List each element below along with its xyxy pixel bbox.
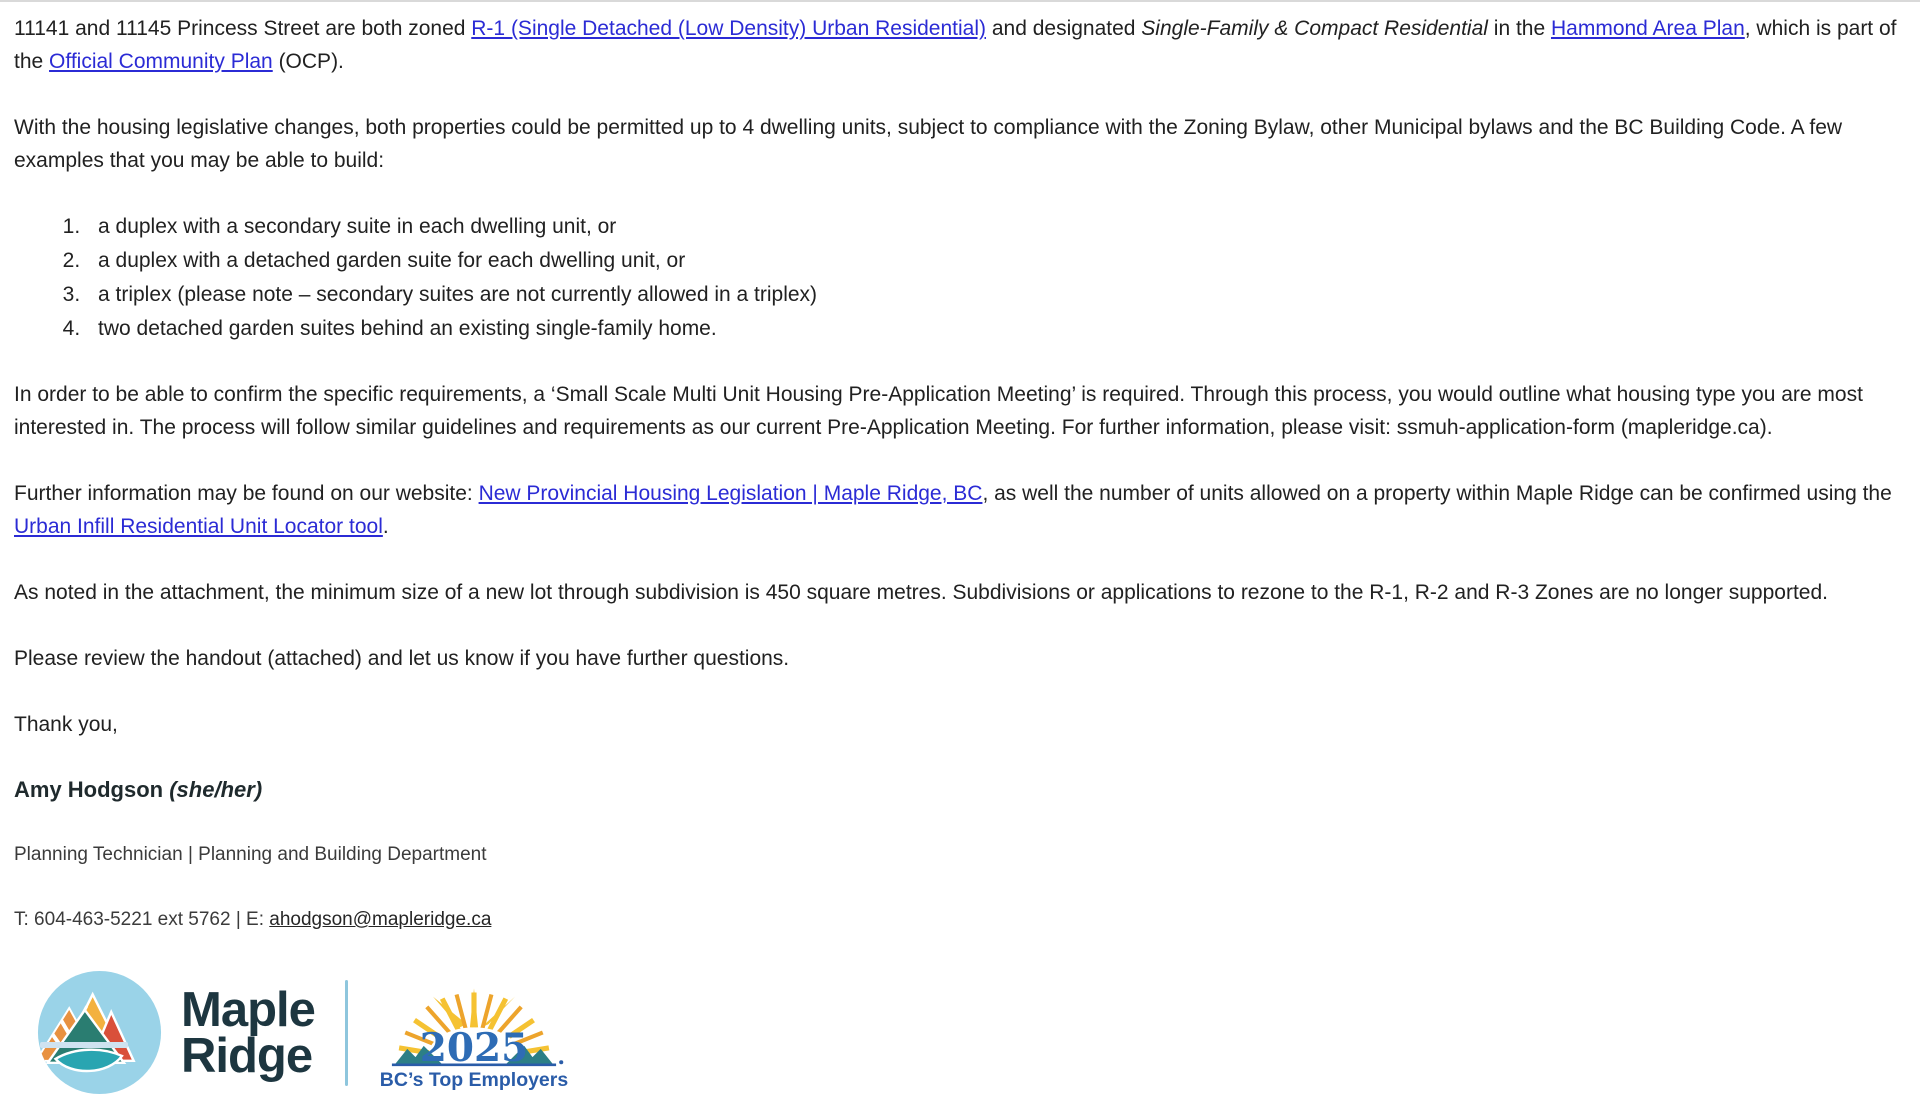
paragraph-review-handout: Please review the handout (attached) and let us know if you have further questions. <box>14 647 790 670</box>
zoning-text-mid3: , which is part of the <box>14 17 1897 73</box>
list-item-duplex-secondary-suite: 1. a duplex with a secondary suite in each dwelling unit, or <box>86 210 1904 243</box>
list-item-triplex: 3. a triplex (please note – secondary suites are not currently allowed in a triplex) <box>86 278 1904 311</box>
further-info-post: . <box>382 515 389 538</box>
paragraph-pre-application: In order to be able to confirm the specific requirements, a ‘Small Scale Multi Unit Housing Pre-Application Meeting’ is required. Through this process, you would outline what housing type you are most interested in. The process will follow similar guidelines and requirements as our current Pre-Application Meeting. For further information, please visit: ssmuh-application-form (mapleridge.ca). <box>14 383 1863 439</box>
signature-thanks: Thank you, <box>14 713 118 736</box>
top-employers-badge <box>376 974 572 1092</box>
signature-name: Amy Hodgson <box>14 777 170 802</box>
signature-contact <box>14 904 1904 936</box>
paragraph-subdivision: As noted in the attachment, the minimum size of a new lot through subdivision is 450 square metres. Subdivisions or applications to rezone to the R-1, R-2 and R-3 Zones are no longer supported. <box>14 581 1828 604</box>
further-info-mid: , as well the number of units allowed on a property within Maple Ridge can be confirmed using the <box>982 482 1892 505</box>
signature-title: Planning Technician | Planning and Building Department <box>14 844 487 865</box>
examples-list <box>14 210 1904 345</box>
link-urban-infill-unit-locator[interactable]: Urban Infill Residential Unit Locator tool <box>14 515 383 538</box>
logo-wordmark-line2: Ridge <box>181 1028 313 1083</box>
badge-text: BC’s Top Employers <box>379 1068 569 1091</box>
link-hammond-area-plan[interactable]: Hammond Area Plan <box>1550 17 1745 40</box>
logo-wordmark-line1: Maple <box>181 982 315 1037</box>
signature-pronouns: (she/her) <box>169 777 263 802</box>
link-official-community-plan[interactable]: Official Community Plan <box>49 50 273 73</box>
paragraph-housing-changes: With the housing legislative changes, both properties could be permitted up to 4 dwelling units, subject to compliance with the Zoning Bylaw, other Municipal bylaws and the BC Building Code. A few examples that you may be able to build: <box>14 116 1843 172</box>
zoning-text-pre: 11141 and 11145 Princess Street are both zoned <box>14 17 472 40</box>
zoning-text-post: (OCP). <box>272 50 344 73</box>
paragraph-further-information <box>14 477 1904 543</box>
zoning-text-mid1: and designated <box>986 17 1142 40</box>
signature-name-line <box>14 774 1904 806</box>
maple-ridge-emblem-icon <box>36 969 163 1096</box>
further-info-pre: Further information may be found on our website: <box>14 482 479 505</box>
designation-italic: Single-Family & Compact Residential <box>1141 17 1488 40</box>
top-edge-line <box>0 0 1920 2</box>
list-item-duplex-garden-suite: 2. a duplex with a detached garden suite for each dwelling unit, or <box>86 244 1904 277</box>
link-email[interactable]: ahodgson@mapleridge.ca <box>269 909 492 930</box>
zoning-text-mid2: in the <box>1487 17 1551 40</box>
logo-divider <box>345 980 348 1086</box>
paragraph-zoning <box>14 12 1904 78</box>
link-r1-zoning[interactable]: R-1 (Single Detached (Low Density) Urban Residential) <box>471 17 986 40</box>
bottom-blue-bar <box>40 1042 128 1048</box>
link-new-provincial-housing-legislation[interactable]: New Provincial Housing Legislation | Maple Ridge, BC <box>478 482 983 505</box>
signature-contact-pre: T: 604-463-5221 ext 5762 | E: <box>14 909 270 930</box>
badge-year: 2025 <box>419 1024 529 1071</box>
maple-ridge-logo <box>36 969 1904 1096</box>
logo-wordmark <box>181 982 315 1083</box>
list-item-two-garden-suites: 4. two detached garden suites behind an existing single-family home. <box>86 312 1904 345</box>
signature-block <box>14 708 1904 936</box>
